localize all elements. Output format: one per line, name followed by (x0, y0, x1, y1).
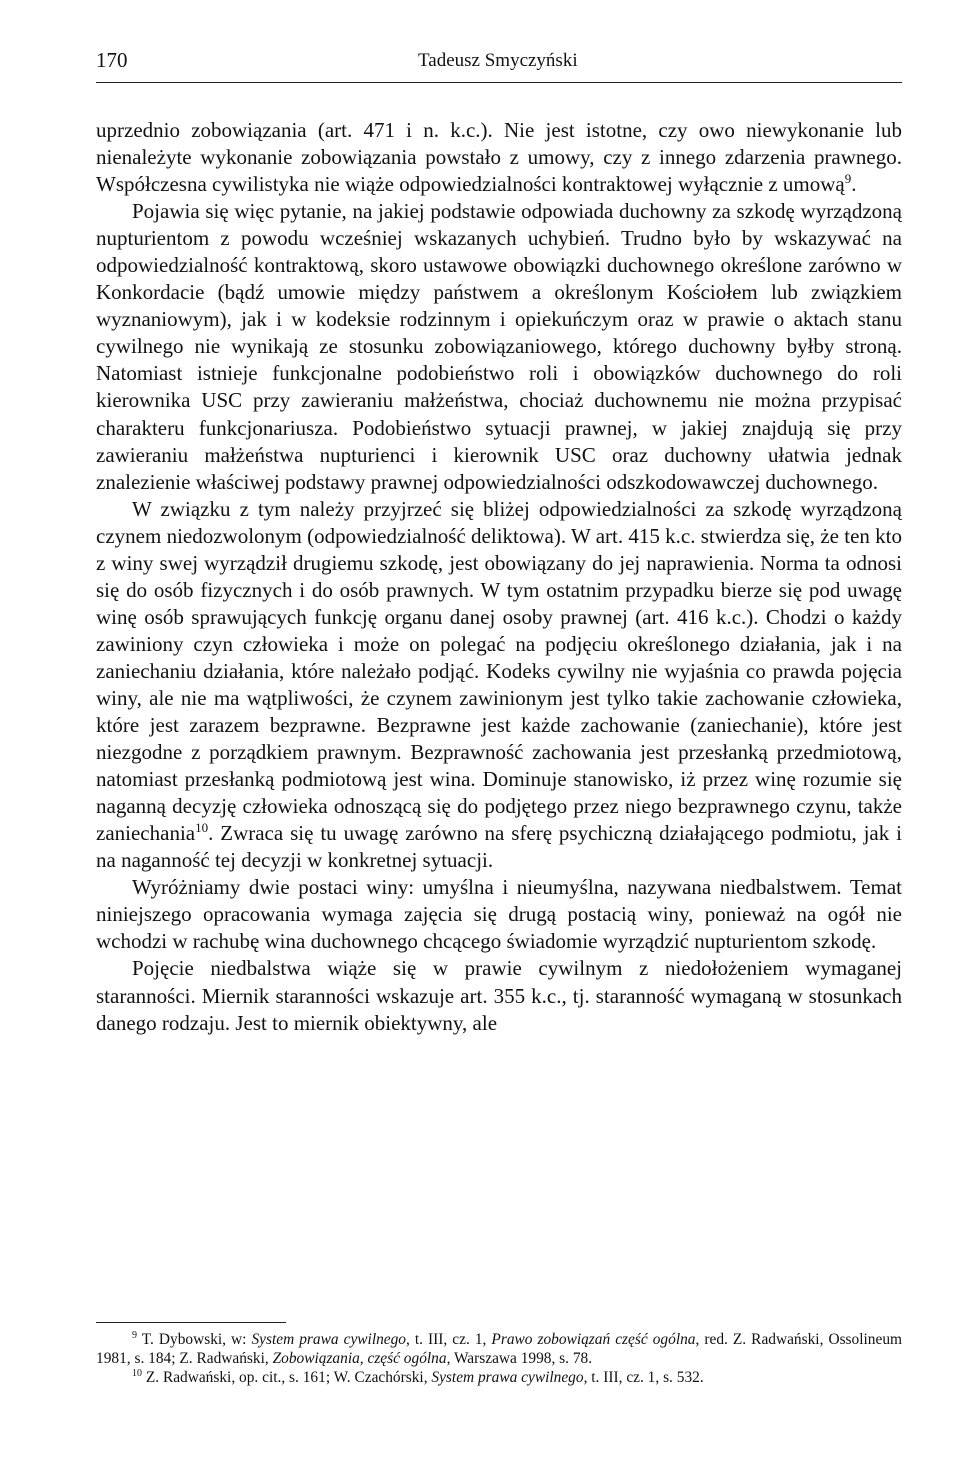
paragraph-text: . Zwraca się tu uwagę zarówno na sferę psychiczną działającego podmiotu, jak i na naganność tej decyzji w konkretnej sytuacji. (96, 821, 902, 873)
footnote (96, 1330, 902, 1368)
paragraph (96, 874, 902, 955)
paragraph (96, 198, 902, 496)
footnote-text: , Warszawa 1998, s. 78. (446, 1350, 593, 1367)
footnote-text: , t. III, cz. 1, (406, 1331, 492, 1348)
footnote (96, 1368, 902, 1387)
paragraph (96, 496, 902, 875)
paragraph (96, 955, 902, 1036)
footnote-title: Zobowiązania, część ogólna (272, 1350, 447, 1367)
running-head (96, 48, 902, 83)
paragraph-text: W związku z tym należy przyjrzeć się bliżej odpowiedzialności za szkodę wyrządzoną czynem niedozwolonym (odpowiedzialność deliktowa). W art. 415 k.c. stwierdza się, że ten kto z winy swej wyrządził drugiemu szkodę, jest obowiązany do jej naprawienia. Norma ta odnosi się do osób fizycznych i do osób prawnych. W tym ostatnim przypadku bierze się pod uwagę winę osób sprawujących funkcję organu danej osoby prawnej (art. 416 k.c.). Chodzi o każdy zawiniony czyn człowieka i może on polegać na podjęciu określonego działania, jak i na zaniechaniu działania, które należało podjąć. Kodeks cywilny nie wyjaśnia co prawda pojęcia winy, ale nie ma wątpliwości, że czynem zawinionym jest tylko takie zachowanie człowieka, które jest zarazem bezprawne. Bezprawne jest każde zachowanie (zaniechanie), które jest niezgodne z porządkiem prawnym. Bezprawność zachowania jest przesłanką przedmiotową, natomiast przesłanką podmiotową jest wina. Dominuje stanowisko, iż przez winę rozumie się naganną decyzję człowieka odnoszącą się do podjętego przez niego bezprawnego czynu, także zaniechania (96, 496, 902, 846)
paragraph-text: uprzednio zobowiązania (art. 471 i n. k.c.). Nie jest istotne, czy owo niewykonanie lub nienależyte wykonanie zobowiązania powstało z umowy, czy z innego zdarzenia prawnego. Współczesna cywilistyka nie wiąże odpowiedzialności kontraktowej wyłącznie z umową (96, 118, 902, 197)
paragraph-text: Pojawia się więc pytanie, na jakiej podstawie odpowiada duchowny za szkodę wyrządzoną nupturientom z powodu wcześniej wskazanych uchybień. Trudno było by wskazywać na odpowiedzialność kontraktową, skoro ustawowe obowiązki duchownego określone zarówno w Konkordacie (bądź umowie między państwem a określonym Kościołem lub związkiem wyznaniowym), jak i w kodeksie rodzinnym i opiekuńczym oraz w prawie o aktach stanu cywilnego nie wynikają ze stosunku zobowiązaniowego, którego duchowny byłby stroną. Natomiast istnieje funkcjonalne podobieństwo roli i obowiązków duchownego do roli kierownika USC przy zawieraniu małżeństwa, chociaż duchownemu nie można przypisać charakteru funkcjonariusza. Podobieństwo sytuacji prawnej, w jakiej znajdują się przy zawieraniu małżeństwa nupturienci i kierownik USC oraz duchowny ułatwia jednak znalezienie właściwej podstawy prawnej odpowiedzialności odszkodowawczej duchownego. (96, 199, 902, 494)
page-number: 170 (96, 48, 128, 72)
body-text (96, 117, 902, 1037)
paragraph (96, 117, 902, 198)
footnote-title: System prawa cywilnego (251, 1331, 407, 1348)
running-head-author: Tadeusz Smyczyński (418, 50, 578, 71)
paragraph-text: . (851, 172, 857, 197)
footnote-title: System prawa cywilnego (431, 1369, 584, 1386)
footnote-text: , red. Z. Radwański, Ossolineum 1981, s. 184; Z. Radwański, (96, 1331, 902, 1367)
footnote-text: T. Dybowski, w: (137, 1331, 252, 1348)
footnote-separator (96, 1322, 286, 1323)
paragraph-text: Pojęcie niedbalstwa wiąże się w prawie cywilnym z niedołożeniem wymaganej staranności. Miernik staranności wskazuje art. 355 k.c., tj. staranność wymaganą w stosunkach danego rodzaju. Jest to miernik obiektywny, ale (96, 956, 902, 1035)
paragraph-text: Wyróżniamy dwie postaci winy: umyślna i nieumyślna, nazywana niedbalstwem. Temat niniejszego opracowania wymaga zajęcia się drugą postacią winy, ponieważ na ogół nie wchodzi w rachubę wina duchownego chcącego świadomie wyrządzić nupturientom szkodę. (96, 875, 902, 954)
footnote-text: Z. Radwański, op. cit., s. 161; W. Czachórski, (142, 1369, 432, 1386)
footnote-mark: 10 (132, 1367, 142, 1379)
footnote-reference: 9 (844, 171, 852, 187)
footnote-mark: 9 (132, 1329, 137, 1341)
footnote-reference: 10 (195, 820, 209, 836)
footnote-text: , t. III, cz. 1, s. 532. (583, 1369, 704, 1386)
footnotes (96, 1330, 902, 1387)
footnote-title: Prawo zobowiązań część ogólna (491, 1331, 696, 1348)
